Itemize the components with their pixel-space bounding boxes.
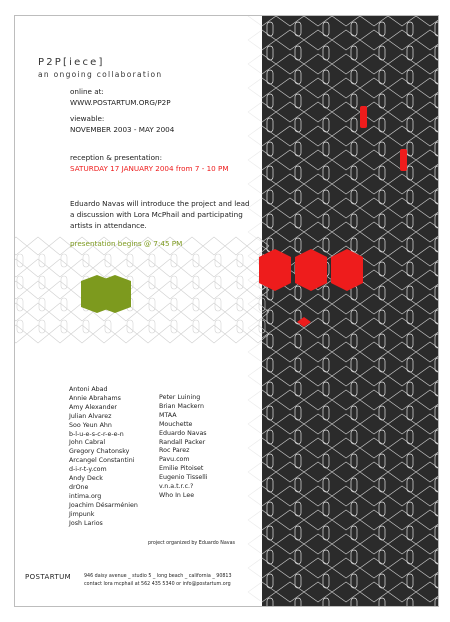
chain-link <box>295 598 301 606</box>
red-diamond <box>297 317 311 327</box>
artist-name: Peter Luining <box>159 394 201 401</box>
artist-name: Soo Yeun Ahn <box>69 421 112 429</box>
artist-name: drOne <box>69 483 89 491</box>
green-hexagon <box>99 275 131 313</box>
artist-name: Roc Parez <box>159 447 190 455</box>
red-hexagon <box>259 249 291 291</box>
artist-name: MTAA <box>159 411 177 419</box>
presentation-time: presentation begins @ 7:45 PM <box>70 239 183 248</box>
artist-name: Annie Abrahams <box>69 394 121 402</box>
poster <box>14 15 439 607</box>
red-link <box>360 106 367 128</box>
red-hexagon <box>295 249 327 291</box>
artist-list-right <box>159 394 208 501</box>
artist-name: Josh Larios <box>69 519 103 527</box>
reception-label: reception & presentation: <box>70 153 163 162</box>
artist-name: Amy Alexander <box>69 403 118 411</box>
reception-date: SATURDAY 17 JANUARY 2004 from 7 - 10 PM <box>70 164 229 173</box>
online-label: online at: <box>70 87 104 96</box>
artist-name: Andy Deck <box>69 475 103 483</box>
chain-link <box>407 598 413 606</box>
viewable-label: viewable: <box>70 114 105 123</box>
band-lines <box>15 237 269 343</box>
description: Eduardo Navas will introduce the project and lead a discussion with Lora McPhail and participating artists in attendance. <box>70 199 250 230</box>
artist-name: Gregory Chatonsky <box>69 448 130 456</box>
artist-name: Emilie Pitoiset <box>159 465 204 473</box>
artist-name: Arcangel Constantini <box>69 457 135 465</box>
online-url: WWW.POSTARTUM.ORG/P2P <box>70 98 171 107</box>
artist-name: intima.org <box>69 492 102 500</box>
footer-name: POSTARTUM <box>25 573 72 581</box>
artist-name: Eduardo Navas <box>159 429 207 437</box>
artist-name: Brian Mackern <box>159 402 205 410</box>
artist-name: Jimpunk <box>69 510 95 518</box>
artist-list-left <box>69 386 138 529</box>
artist-name: Joachim Désarménien <box>69 501 138 509</box>
artist-name: Julian Alvarez <box>69 412 112 420</box>
zigzag-lines <box>248 16 438 602</box>
viewable-dates: NOVEMBER 2003 - MAY 2004 <box>70 125 175 134</box>
poster-subtitle: an ongoing collaboration <box>38 70 163 79</box>
chain-link <box>435 598 438 606</box>
red-hexagon <box>331 249 363 291</box>
artist-name: Eugenio Tisselli <box>159 474 208 482</box>
artist-name: Mouchette <box>159 420 193 428</box>
artist-name: v.n.a.t.r.c.? <box>159 483 194 491</box>
footer-address: 946 daisy avenue _ studio 5 _ long beach _ california _ 90813 <box>84 574 232 579</box>
organizer-credit: project organized by Eduardo Navas <box>148 541 236 546</box>
artist-name: d-i-r-t-y.com <box>69 466 107 474</box>
poster-title: P2P[iece] <box>38 57 105 68</box>
artist-name: Who In Lee <box>159 491 195 499</box>
artist-name: John Cabral <box>69 439 106 447</box>
red-link <box>400 149 407 171</box>
chain-link <box>267 598 273 606</box>
artist-name: Randall Packer <box>159 438 206 446</box>
chain-link <box>379 598 385 606</box>
chain-link <box>323 598 329 606</box>
artist-name: b-l-u-e-s-c-r-e-e-n <box>69 430 124 438</box>
chain-link <box>351 598 357 606</box>
artist-name: Antoni Abad <box>69 386 108 393</box>
footer-contact: contact lora mcphail at 562 435 5340 or info@postartum.org <box>84 582 231 587</box>
artist-name: Pavu.com <box>159 456 190 464</box>
